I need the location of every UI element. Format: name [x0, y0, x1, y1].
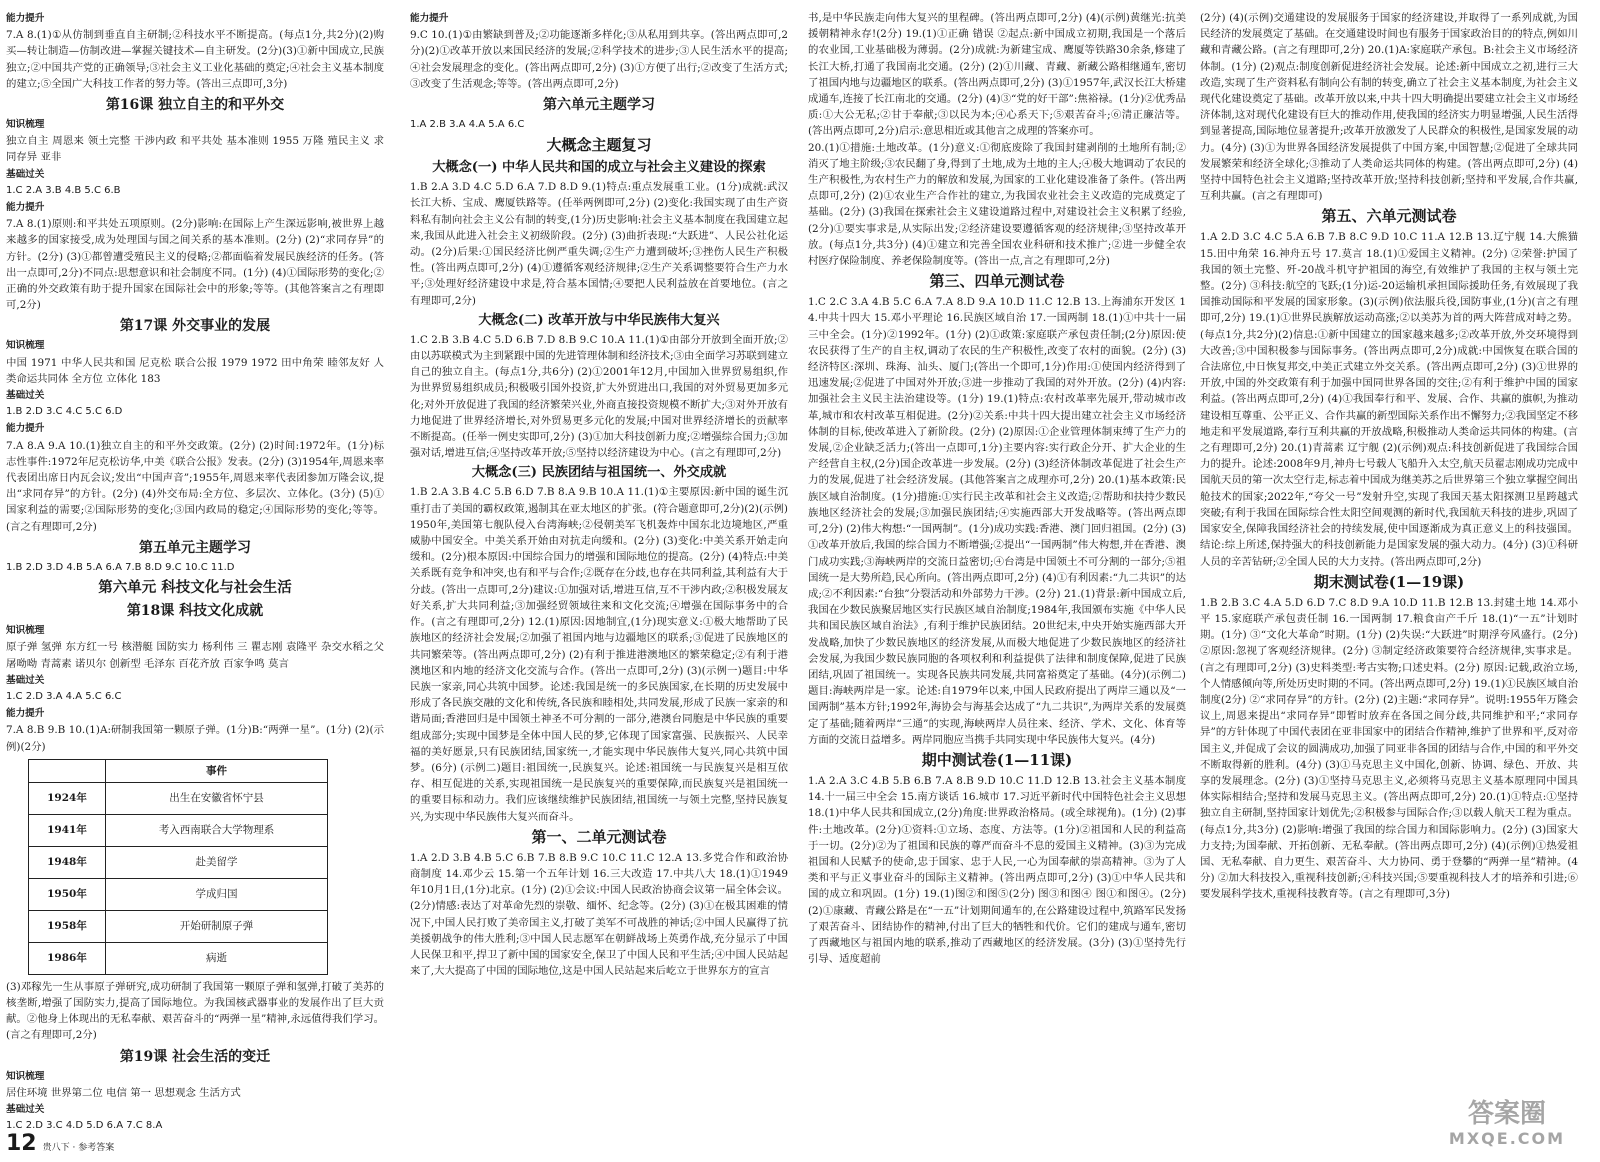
- section-label: 知识梳理: [6, 625, 45, 637]
- section-label: 基础过关: [6, 674, 45, 686]
- watermark-url: MXQE.COM: [1448, 1129, 1566, 1148]
- section-label: 能力提升: [6, 13, 45, 24]
- table-row: [29, 782, 328, 814]
- table-cell-year: 1948年: [29, 846, 106, 878]
- table-header-row: [29, 759, 328, 782]
- column-4: [1200, 10, 1578, 1122]
- section-label: 能力提升: [6, 202, 45, 214]
- lesson-16-title: 第16课 独立自主的和平外交: [105, 97, 285, 114]
- table-cell-event: 学成归国: [106, 878, 328, 910]
- concept-3-title: 大概念(三) 民族团结与祖国统一、外交成就: [471, 465, 727, 481]
- lesson-19-title: 第19课 社会生活的变迁: [119, 1048, 271, 1065]
- answer-paragraph: 1.C 2.B 3.B 4.C 5.D 6.B 7.D 8.B 9.C 10.A 11.(1)①由部分开放到全面开放;②由以苏联模式为主到紧跟中国的先进管理体制和经济技术;③由全面学习苏联到建立自己的独立自主。(每点1分,共6分) (2)①2001年12月,中国加入世界贸易组织,作为世界贸易组织成员;积极吸引国外投资,扩大外贸进出口,我国的对外贸易更加多元化;对外开放促进了我国的经济繁荣兴业,外商直接投资规模不断扩大;③对外开放有力地促进了世界经济增长,对外贸易更多元化的发展;中国对世界经济增长的贡献率不断提高。(任举一例史实即可,2分) (3)①加大科技创新力度;②增强综合国力;③加强对话,增进互信;④坚持改革开放;⑤坚持以经济建设为中心。(言之有理即可,2分): [410, 333, 788, 460]
- concept-1-title: 大概念(一) 中华人民共和国的成立与社会主义建设的探索: [432, 160, 766, 176]
- answer-paragraph: 1.C 2.A 3.B 4.B 5.C 6.B: [6, 184, 121, 196]
- answer-paragraph: 1.C 2.C 3.A 4.B 5.C 6.A 7.A 8.D 9.A 10.D 11.C 12.B 13.上海浦东开发区 14.中共十四大 15.邓小平理论 16.民族区域自治 17.一国两制 18.(1)①中共十一届三中全会。(1分)②1992年。(1分) (2)①政策:家庭联产承包责任制;(2分)原因:使农民获得了生产的自主权,调动了农民的生产积极性,改变了农村的面貌。(2分) (3)经济特区:深圳、珠海、汕头、厦门;(答出一个即可,1分)作用:①使国内经济得到了迅速发展;②促进了中国对外开放;③进一步推动了我国的对外开放。(2分) (4)内容:加强社会主义民主法治建设等。(1分) 19.(1)特点:农村改革率先展开,带动城市改革,城市和农村改革互相促进。(2分)②关系:中共十四大提出建立社会主义市场经济体制的目标,使改革进入了新阶段。(2分) (2)原因:①企业管理体制束缚了生产力的发展,②企业缺乏活力;(答出一点即可,1分)主要内容:实行政企分开、扩大企业的生产经营自主权,(2分)国企改革进一步发展。(2分) (3)经济体制改革促进了社会生产力的发展,促进了社会经济发展。(其他答案言之成理亦可,2分) 20.(1)基本政策:民族区域自治制度。(1分)措施:①实行民主改革和社会主义改造;②帮助和扶持少数民族地区经济社会的发展;③加强民族团结;④实施西部大开发战略等。(答出两点即可,2分) (2)伟大构想:“一国两制”。(1分)成功实践:香港、澳门回归祖国。(2分) (3)①改革开放后,我国的综合国力不断增强;②提出“一国两制”伟大构想,并在香港、澳门成功实践;③海峡两岸的交流日益密切;④台湾是中国领土不可分割的一部分;⑤祖国统一是大势所趋,民心所向。(答出两点即可,2分) (4)①有利因素:“九二共识”的达成;②不利因素:“台独”分裂活动和外部势力干涉。(2分) 21.(1)背景:新中国成立后,我国在少数民族聚居地区实行民族区域自治制度;1984年,我国颁布实施《中华人民共和国民族区域自治法》,有利于维护民族团结。20世纪末,中央开始实施西部大开发战略,加快了少数民族地区的经济发展,从而极大地促进了少数民族地区的经济社会发展,为我国少数民族同胞的各项权利和利益提供了法律和制度保障,促进了民族团结,巩固了祖国统一。实现各民族共同发展,共同富裕奠定了基础。(4分)(示例二)题目:海峡两岸是一家。论述:自1979年以来,中国人民政府提出了两岸三通以及“一国两制”基本方针;1992年,海协会与海基会达成了“九二共识”,为两岸关系的发展奠定了基础;随着两岸“三通”的实现,海峡两岸人员往来、经济、学术、文化、体育等方面的交流日益增多。两岸同胞应当携手共同实现中华民族伟大复兴。(4分): [808, 296, 1186, 746]
- table-row: [29, 878, 328, 910]
- table-cell-event: 出生在安徽省怀宁县: [106, 782, 328, 814]
- answer-paragraph: 1.B 2.B 3.C 4.A 5.D 6.D 7.C 8.D 9.A 10.D 11.B 12.B 13.封建土地 14.邓小平 15.家庭联产承包责任制 16.一国两制 17.粮食亩产千斤 18.(1)“一五”计划时期。(1分) ③“文化大革命”时期。(1分) (2)失误:“大跃进”时期浮夸风盛行。(2分) ②原因:忽视了客观经济规律。(2分) ③制定经济政策要符合经济规律,实事求是。(言之有理即可,2分) (3)史料类型:考古实物;口述史料。(2分) 原因:记载,政治立场,个人情感倾向等,所处历史时期的不同。(答出两点即可,2分) 19.(1)①民族区域自治制度(2分) ②“求同存异”的方针。(2分) (2)主题:“求同存异”。说明:1955年万隆会议上,周恩来提出“求同存异”即暂时放弃在各国之间分歧,共同维护和平;“求同存异”的方针体现了中国代表团在亚非国家中的团结合作精神,维护了世界和平,反对帝国主义,并促成了会议的圆满成功,加强了同亚非各国的团结与合作,中国的和平外交不断取得新的胜利。(4分) (3)①马克思主义中国化,创新、协调、绿色、开放、共享的发展理念。(2分) (3)①坚持马克思主义,必须将马克思主义基本原理同中国具体实际相结合;坚持和发展马克思主义。(答出两点即可,2分) 20.(1)①特点:①坚持独立自主研制,坚持国家计划优先;②积极参与国际合作;③以载人航天工程为重点。(每点1分,共3分) (2)影响:增强了我国的综合国力和国际影响力。(2分) (3)国家大力支持;为国奉献、开拓创新、无私奉献。(答出两点即可,2分) (4)(示例)①热爱祖国、无私奉献、自力更生、艰苦奋斗、大力协同、勇于登攀的“两弹一星”精神。(4分) ②加大科技投入,重视科技创新;④科技兴国;⑤要重视科技人才的培养和引进;⑥要发展科学技术,重视科技教育等。(言之有理即可,3分): [1200, 596, 1578, 901]
- table-row: [29, 814, 328, 846]
- answer-paragraph: 中国 1971 中华人民共和国 尼克松 联合公报 1979 1972 田中角荣 睦邻友好 人类命运共同体 全方位 立体化 183: [6, 356, 384, 385]
- unit-5-theme-title: 第五单元主题学习: [139, 539, 251, 556]
- section-label: 基础过关: [6, 1103, 45, 1115]
- answer-paragraph: 7.A 8.(1)原则:和平共处五项原则。(2分)影响:在国际上产生深远影响,被世界上越来越多的国家接受,成为处理国与国之间关系的基本准则。(2分) (2)“求同存异”的方针。(2分) (3)①都曾遭受殖民主义的侵略;②都面临着发展民族经济的任务。(答出一点即可,2分)不同点:思想意识和社会制度不同。(1分) (4)①国际形势的变化;②正确的外交政策有助于提升国家在国际社会中的形象;等等。(其他答案言之有理即可,2分): [6, 218, 384, 312]
- table-cell-event: 病逝: [106, 942, 328, 974]
- answer-paragraph: 1.B 2.D 3.D 4.B 5.A 6.A 7.B 8.D 9.C 10.C 11.D: [6, 561, 235, 573]
- table-header-cell: 事件: [106, 759, 328, 782]
- column-1: [6, 10, 384, 1132]
- answer-paragraph: 9.C 10.(1)①由繁缺到普及;②功能逐渐多样化;③从私用到共享。(答出两点即可,2分)(2)①改革开放以来国民经济的发展;②科学技术的进步;③人民生活水平的提高;④社会发展理念的变化。(答出两点即可,2分) (3)①方便了出行;②改变了生活方式;③改变了生活观念;等等。(答出两点即可,2分): [410, 29, 788, 90]
- table-cell-event: 赴美留学: [106, 846, 328, 878]
- lesson-17-title: 第17课 外交事业的发展: [119, 318, 271, 335]
- answer-paragraph: 1.B 2.A 3.B 4.C 5.B 6.D 7.B 8.A 9.B 10.A 11.(1)①主要原因:新中国的诞生沉重打击了美国的霸权政策,遏制其在亚太地区的扩张。(符合题意即可,2分)(2)(示例)1950年,美国第七舰队侵入台湾海峡;②侵朝美军飞机轰炸中国东北边境地区,严重威胁中国安全。中美关系开始由对抗走向缓和。(2分) (3)变化:中美关系开始走向缓和。(2分)根本原因:中国综合国力的增强和国际地位的提高。(2分) (4)特点:中美关系既有竞争和冲突,也有和平与合作;②既存在分歧,也存在共同利益,其利益有大于分歧。(答出一点即可,2分)建议:①加强对话,增进互信,互不干涉内政;②积极发展友好关系,扩大共同利益;③加强经贸领域往来和文化交流;④增强在国际事务中的合作。(言之有理即可,2分) 12.(1)原因:因地制宜,(1分)现实意义:①极大地帮助了民族地区的经济社会发展;②加强了祖国内地与边疆地区的联系;③促进了民族地区的共同繁荣等。(答出两点即可,2分) (2)有利于推进港澳地区的繁荣稳定;②有利于港澳地区和内地的经济文化交流与合作。(答出一点即可,2分) (3)(示例一)题目:中华民族一家亲,同心共筑中国梦。论述:我国是统一的多民族国家,在长期的历史发展中形成了各民族交融的文化和传统,各民族和睦相处,共同发展,形成了民族一家亲的和谐局面;香港回归是中国领土神圣不可分割的一部分,港澳台同胞是中华民族的重要组成部分;实现中国梦是全体中国人民的梦,它体现了国家富强、民族振兴、人民幸福的美好愿景,只有民族团结,国家统一,才能实现中华民族伟大复兴,同心共筑中国梦。(6分) (示例二)题目:祖国统一,民族复兴。论述:祖国统一与民族复兴是相互依存、相互促进的关系,实现祖国统一是民族复兴的重要保障,而民族复兴是祖国统一的重要目标和动力。我们应该继续维护民族团结,祖国统一与领土完整,坚持民族复兴,为实现中华民族伟大复兴而奋斗。: [410, 486, 788, 823]
- section-label: 能力提升: [410, 13, 449, 24]
- concept-2-title: 大概念(二) 改革开放与中华民族伟大复兴: [478, 312, 720, 328]
- table-cell-year: 1958年: [29, 910, 106, 942]
- table-cell-year: 1986年: [29, 942, 106, 974]
- answer-paragraph: 1.C 2.D 3.C 4.D 5.D 6.A 7.C 8.A: [6, 1120, 163, 1132]
- answer-paragraph: 书,是中华民族走向伟大复兴的里程碑。(答出两点即可,2分) (4)(示例)黄继光:抗美援朝精神永存!(2分) 19.(1)①正确 错误 ②起点:新中国成立初期,我国是一个落后的农业国,工业基础极为薄弱。(2分)成就:为新建宝成、鹰厦等铁路30余条,修建了长江大桥,打通了我国南北交通。(2分) (2)①川藏、青藏、新藏公路相继通车,密切了祖国内地与边疆地区的联系。(答出两点即可,2分) (3)①1957年,武汉长江大桥建成通车,连接了长江南北的交通。(2分) (4)③“党的好干部”:焦裕禄。(1分)②优秀品质:①大公无私;②甘于奉献;③以民为本;④心系天下;⑤艰苦奋斗;⑥清正廉洁等。(答出两点即可,2分)启示:意思相近或其他言之成理的答案亦可。: [808, 12, 1186, 138]
- answer-paragraph: 20.(1)①措施:土地改革。(1分)意义:①彻底废除了我国封建剥削的土地所有制;②消灭了地主阶级;③农民翻了身,得到了土地,成为土地的主人;④极大地调动了农民的生产积极性,为农村生产力的解放和发展,为国家的工业化建设准备了条件。(答出两点即可,2分) (2)①农业生产合作社的建立,为我国农业社会主义改造的完成奠定了基础。(2分) (3)我国在探索社会主义建设道路过程中,对建设社会主义积累了经验,(2分)①要实事求是,从实际出发;②经济建设要遵循客观的经济规律;③坚持改革开放。(每点1分,共3分) (4)①建立和完善全国农业科研和技术推广;②进一步健全农村医疗保险制度、养老保险制度等。(答出一点,言之有理即可,2分): [808, 141, 1186, 268]
- table-cell-year: 1950年: [29, 878, 106, 910]
- section-label: 基础过关: [6, 390, 45, 402]
- section-label: 知识梳理: [6, 340, 45, 352]
- table-cell-year: 1941年: [29, 814, 106, 846]
- answer-paragraph: 7.A 8.A 9.A 10.(1)独立自主的和平外交政策。(2分) (2)时间:1972年。(1分)标志性事件:1972年尼克松访华,中美《联合公报》发表。(2分) (3)1954年,周恩来率代表团出席日内瓦会议;发出“中国声音”;1955年,周恩来率代表团参加万隆会议,提出“求同存异”的方针。(2分) (4)外交布局:全方位、多层次、立体化。(3分) (5)①国家利益的需要;②国际形势的变化;③国内政局的稳定;④国际形势的变化;等等。(言之有理即可,2分): [6, 439, 384, 533]
- answer-paragraph: 原子弹 氢弹 东方红一号 核潜艇 国防实力 杨利伟 三 瞿志刚 袁隆平 杂交水稻之父 屠呦呦 青蒿素 诺贝尔 创新型 毛泽东 百花齐放 百家争鸣 莫言: [6, 641, 384, 670]
- answer-paragraph: 1.A 2.B 3.A 4.A 5.A 6.C: [410, 119, 525, 131]
- column-2: [410, 10, 788, 1122]
- table-row: [29, 942, 328, 974]
- watermark-logo: [1432, 1092, 1582, 1152]
- answer-paragraph: 1.A 2.D 3.B 4.B 5.C 6.B 7.B 8.B 9.C 10.C 11.C 12.A 13.多党合作和政治协商制度 14.邓少云 15.第一个五年计划 16.三大改造 17.中共八大 18.(1)①1949年10月1日,(1分)北京。(1分) (2)①会议:中国人民政治协商会议第一届全体会议。(2分)情感:表达了对革命先烈的崇敬、缅怀、纪念等。(2分) (3)①在极其困难的情况下,中国人民打败了美帝国主义,打破了美军不可战胜的神话;②中国人民赢得了抗美援朝战争的伟大胜利;③中国人民志愿军在朝鲜战场上英勇作战,充分显示了中国人民保卫和平,捍卫了新中国的国家安全,保卫了中国人民和平生活;④中国人民站起来了,大大提高了中国的国际地位,这是中国人民站起来后屹立于世界东方的宣言: [410, 851, 788, 978]
- midterm-test-title: 期中测试卷(1—11课): [921, 750, 1073, 769]
- answer-paragraph: 1.A 2.D 3.C 4.C 5.A 6.B 7.B 8.C 9.D 10.C 11.A 12.B 13.辽宁舰 14.大熊猫 15.田中角荣 16.神舟五号 17.莫言 18.(1)①爱国主义精神。(2分) ②荣誉:护国了我国的领土完整、歼-20战斗机守护祖国的海空,有效维护了我国的主权与领土完整。(2分) ③科技:航空的飞跃;(1分)运-20运输机承担国际援助任务,有效展现了我国推动国际和平发展的国家形象。(3)(示例)依法服兵役,国防事业,(1分)(言之有理即可,2分) 19.(1)①世界民族解放运动高涨;②以美苏为首的两大阵营成对峙之势。(每点1分,共2分)(2)信息:①新中国建立的国家越来越多;②改革开放,外交环境得到大改善;③中国积极参与国际事务。(答出两点即可,2分)成就:中国恢复在联合国的合法席位,中日恢复邦交,中美正式建立外交关系。(答出两点即可,2分) (3)①世界的开放,中国的外交政策有利于加强中国同世界各国的交往;②有利于维护中国的国家利益。(答出两点即可,2分) (4)①我国奉行和平、发展、合作、共赢的旗帜,为推动建设相互尊重、公平正义、合作共赢的新型国际关系作出不懈努力;②我国坚定不移地走和平发展道路,奉行互利共赢的开放战略,积极推动人类命运共同体的构建。(言之有理即可,2分) 20.(1)青蒿素 辽宁舰 (2)(示例)观点:科技创新促进了我国综合国力的提升。论述:2008年9月,神舟七号载人飞船升入太空,航天员翟志刚成功完成中国航天员的第一次太空行走,标志着中国成为继美苏之后世界第三个独立掌握空间出舱技术的国家;2022年,“夸父一号”发射升空,实现了我国天基太阳探测卫星跨越式突破;有利于我国在国际综合性太阳空间观测的新时代,我国航天科技的进步,巩固了国家安全,保障我国经济社会的持续发展,使中国逐渐成为真正意义上的科技强国。结论:综上所述,保持强大的科技创新能力是国家发展的强大动力。(4分) (3)①科研人员的辛苦钻研;②全国人民的大力支持。(答出两点即可,2分): [1200, 231, 1578, 568]
- section-label: 基础过关: [6, 168, 45, 180]
- table-cell-year: 1924年: [29, 782, 106, 814]
- unit-5-6-test-title: 第五、六单元测试卷: [1321, 207, 1457, 226]
- answer-paragraph: 1.A 2.A 3.C 4.B 5.B 6.B 7.A 8.B 9.D 10.C 11.D 12.B 13.社会主义基本制度 14.十一届三中全会 15.南方谈话 16.城市 17.习近平新时代中国特色社会主义思想 18.(1)中华人民共和国成立,(2分)角度:世界政治格局。(或全球视角)。(1分) (2)事件:土地改革。(2分)①资料:①立场、态度、方法等。(1分)②祖国和人民的利益高于一切。(2分)②为了祖国和民族的尊严而奋斗不息的爱国主义精神。(3)③为完成祖国和人民赋予的使命,忠于国家、忠于人民,一心为国奉献的崇高精神。③为了人类和平与正义事业奋斗的国际主义精神。(答出两点即可,2分) (3)①中华人民共和国的成立和巩固。(1分) 19.(1)图②和图⑤(2分) 图③和图④ 图①和图④。(2分) (2)①康藏、青藏公路是在“一五”计划期间通车的,在公路建设过程中,筑路军民发扬了艰苦奋斗、团结协作的精神,付出了巨大的牺牲和代价。它们的建成与通车,密切了西藏地区与祖国内地的联系,推动了西藏地区的经济发展。(3分) (3)①坚持先行引导、适度超前: [808, 774, 1186, 966]
- unit-6-title: 第六单元 科技文化与社会生活: [98, 579, 292, 597]
- answer-paragraph: (2分) (4)(示例)交通建设的发展服务于国家的经济建设,并取得了一系列成就,为国民经济的发展奠定了基础。在交通建设时间也有服务于国家政治目的的特点,例如川藏和青藏公路。(言之有理即可,2分) 20.(1)A:家庭联产承包。B:社会主义市场经济体制。(1分) (2)观点:制度创新促进经济社会发展。论述:新中国成立之初,进行三大改造,实现了生产资料私有制向公有制的转变,确立了社会主义基本制度,为社会主义现代化建设奠定了基础。改革开放以来,中共十四大明确提出要建立社会主义市场经济体制,这对现代化建设有巨大的推动作用,使我国的经济实力明显增强,人民生活得到显著提高,国际地位显著提升;改革开放激发了人民群众的积极性,是国家发展的动力。(4分) (3)①为世界各国经济发展提供了中国方案,中国智慧;②促进了全球共同发展繁荣和经济全球化;③推动了人类命运共同体的构建。(答出两点即可,2分) (4)坚持中国特色社会主义道路;坚持改革开放;坚持科技创新;坚持和平发展,合作共赢,互利共赢。(言之有理即可): [1200, 12, 1578, 203]
- answer-paragraph: (3)邓稼先一生从事原子弹研究,成功研制了我国第一颗原子弹和氢弹,打破了美苏的核垄断,增强了国防实力,提高了国际地位。为我国核武器事业的发展作出了巨大贡献。②他身上体现出的无私奉献、艰苦奋斗的“两弹一星”精神,永远值得我们学习。(言之有理即可,2分): [6, 980, 384, 1042]
- column-3: [808, 10, 1186, 1122]
- page-footer: [6, 1130, 114, 1156]
- answer-paragraph: 7.A 8.B 9.B 10.(1)A:研制我国第一颗原子弹。(1分)B:“两弹一星”。(1分) (2)(示例)(2分): [6, 724, 384, 753]
- answer-paragraph: 居住环境 世界第二位 电信 第一 思想观念 生活方式: [6, 1086, 241, 1099]
- table-row: [29, 846, 328, 878]
- section-label: 知识梳理: [6, 1070, 45, 1082]
- unit-6-theme-title: 第六单元主题学习: [543, 97, 655, 114]
- final-test-title: 期末测试卷(1—19课): [1313, 572, 1465, 591]
- timeline-table: [28, 759, 328, 975]
- watermark-title: 答案圈: [1467, 1099, 1547, 1129]
- unit-1-2-test-title: 第一、二单元测试卷: [531, 827, 667, 846]
- answer-paragraph: 1.B 2.D 3.C 4.C 5.C 6.D: [6, 406, 123, 418]
- page-tag: 贵八下 · 参考答案: [42, 1143, 115, 1153]
- table-header-cell: [29, 759, 106, 782]
- big-concept-review-title: 大概念主题复习: [546, 136, 652, 155]
- answer-paragraph: 1.B 2.A 3.D 4.C 5.D 6.A 7.D 8.D 9.(1)特点:重点发展重工业。(1分)成就:武汉长江大桥、宝成、鹰厦铁路等。(任举两例即可,2分) (2)变化:我国实现了由生产资料私有制向社会主义公有制的转变,(1分)历史影响:社会主义基本制度在我国建立起来,我国从此进入社会主义初级阶段。(2分) (3)曲折表现:“大跃进”、人民公社化运动。(2分)后果:①国民经济比例严重失调;②生产力遭到破坏;③挫伤人民生产积极性。(答出两点即可,2分) (4)①遵循客观经济规律;②生产关系调整要符合生产力水平;③处理好经济建设中求是,符合基本国情;④要把人民利益放在首要地位。(言之有理即可,2分): [410, 181, 788, 307]
- answer-paragraph: 独立自主 周恩来 领土完整 干涉内政 和平共处 基本准则 1955 万隆 殖民主义 求同存异 亚非: [6, 135, 384, 164]
- table-cell-event: 考入西南联合大学物理系: [106, 814, 328, 846]
- section-label: 能力提升: [6, 423, 45, 435]
- table-row: [29, 910, 328, 942]
- table-cell-event: 开始研制原子弹: [106, 910, 328, 942]
- lesson-18-title: 第18课 科技文化成就: [126, 603, 264, 620]
- section-label: 知识梳理: [6, 119, 45, 131]
- answer-paragraph: 7.A 8.(1)①从仿制到垂直自主研制;②科技水平不断提高。(每点1分,共2分)(2)购买—转让制造—仿制改进—掌握关键技术—自主研发。(2分)(3)①新中国成立,民族独立;②中国共产党的正确领导;③社会主义工业化基础的奠定;④社会主义基本制度的建立;⑤全国广大科技工作者的努力等。(答出三点即可,3分): [6, 29, 384, 90]
- page-number: 12: [6, 1131, 37, 1156]
- section-label: 能力提升: [6, 708, 45, 720]
- unit-3-4-test-title: 第三、四单元测试卷: [929, 272, 1065, 291]
- answer-paragraph: 1.C 2.D 3.A 4.A 5.C 6.C: [6, 690, 122, 702]
